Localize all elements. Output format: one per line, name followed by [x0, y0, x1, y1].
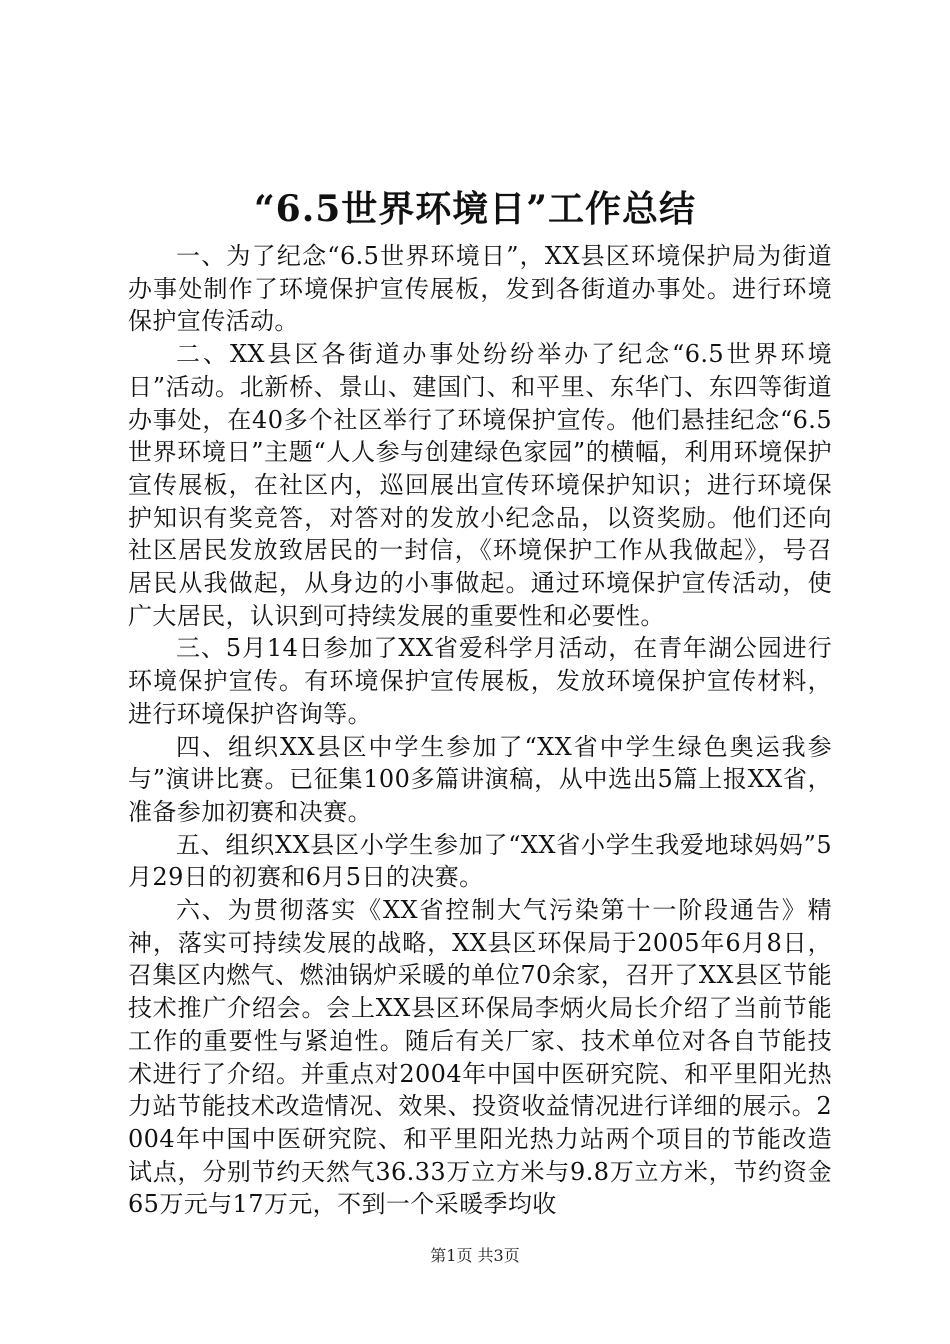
- page-footer: [0, 1245, 950, 1267]
- paragraph-3: 三、5月14日参加了XX省爱科学月活动，在青年湖公园进行环境保护宣传。有环境保护宣传展板，发放环境保护宣传材料，进行环境保护咨询等。: [128, 634, 832, 728]
- paragraph-5: 五、组织XX县区小学生参加了“XX省小学生我爱地球妈妈”5月29日的初赛和6月5日的决赛。: [128, 830, 832, 892]
- paragraph-6: 六、为贯彻落实《XX省控制大气污染第十一阶段通告》精神，落实可持续发展的战略，XX县区环保局于2005年6月8日，召集区内燃气、燃油锅炉采暖的单位70余家，召开了XX县区节能技术推广介绍会。会上XX县区环保局李炳火局长介绍了当前节能工作的重要性与紧迫性。随后有关厂家、技术单位对各自节能技术进行了介绍。并重点对2004年中国中医研究院、和平里阳光热力站节能技术改造情况、效果、投资收益情况进行详细的展示。2004年中国中医研究院、和平里阳光热力站两个项目的节能改造试点，分别节约天然气36.33万立方米与9.8万立方米，节约资金65万元与17万元，不到一个采暖季均收: [128, 896, 832, 1219]
- paragraph-4: 四、组织XX县区中学生参加了“XX省中学生绿色奥运我参与”演讲比赛。已征集100多篇讲演稿，从中选出5篇上报XX省，准备参加初赛和决赛。: [128, 732, 832, 826]
- paragraph-2: 二、XX县区各街道办事处纷纷举办了纪念“6.5世界环境日”活动。北新桥、景山、建国门、和平里、东华门、东四等街道办事处，在40多个社区举行了环境保护宣传。他们悬挂纪念“6.5世界环境日”主题“人人参与创建绿色家园”的横幅，利用环境保护宣传展板，在社区内，巡回展出宣传环境保护知识；进行环境保护知识有奖竞答，对答对的发放小纪念品，以资奖励。他们还向社区居民发放致居民的一封信，《环境保护工作从我做起》，号召居民从我做起，从身边的小事做起。通过环境保护宣传活动，使广大居民，认识到可持续发展的重要性和必要性。: [128, 340, 832, 630]
- document-title: “6.5世界环境日”工作总结: [253, 188, 697, 230]
- page-number-indicator: 第1页 共3页: [430, 1246, 520, 1265]
- document-body: [128, 240, 832, 1221]
- paragraph-1: 一、为了纪念“6.5世界环境日”，XX县区环境保护局为街道办事处制作了环境保护宣传展板，发到各街道办事处。进行环境保护宣传活动。: [128, 242, 832, 336]
